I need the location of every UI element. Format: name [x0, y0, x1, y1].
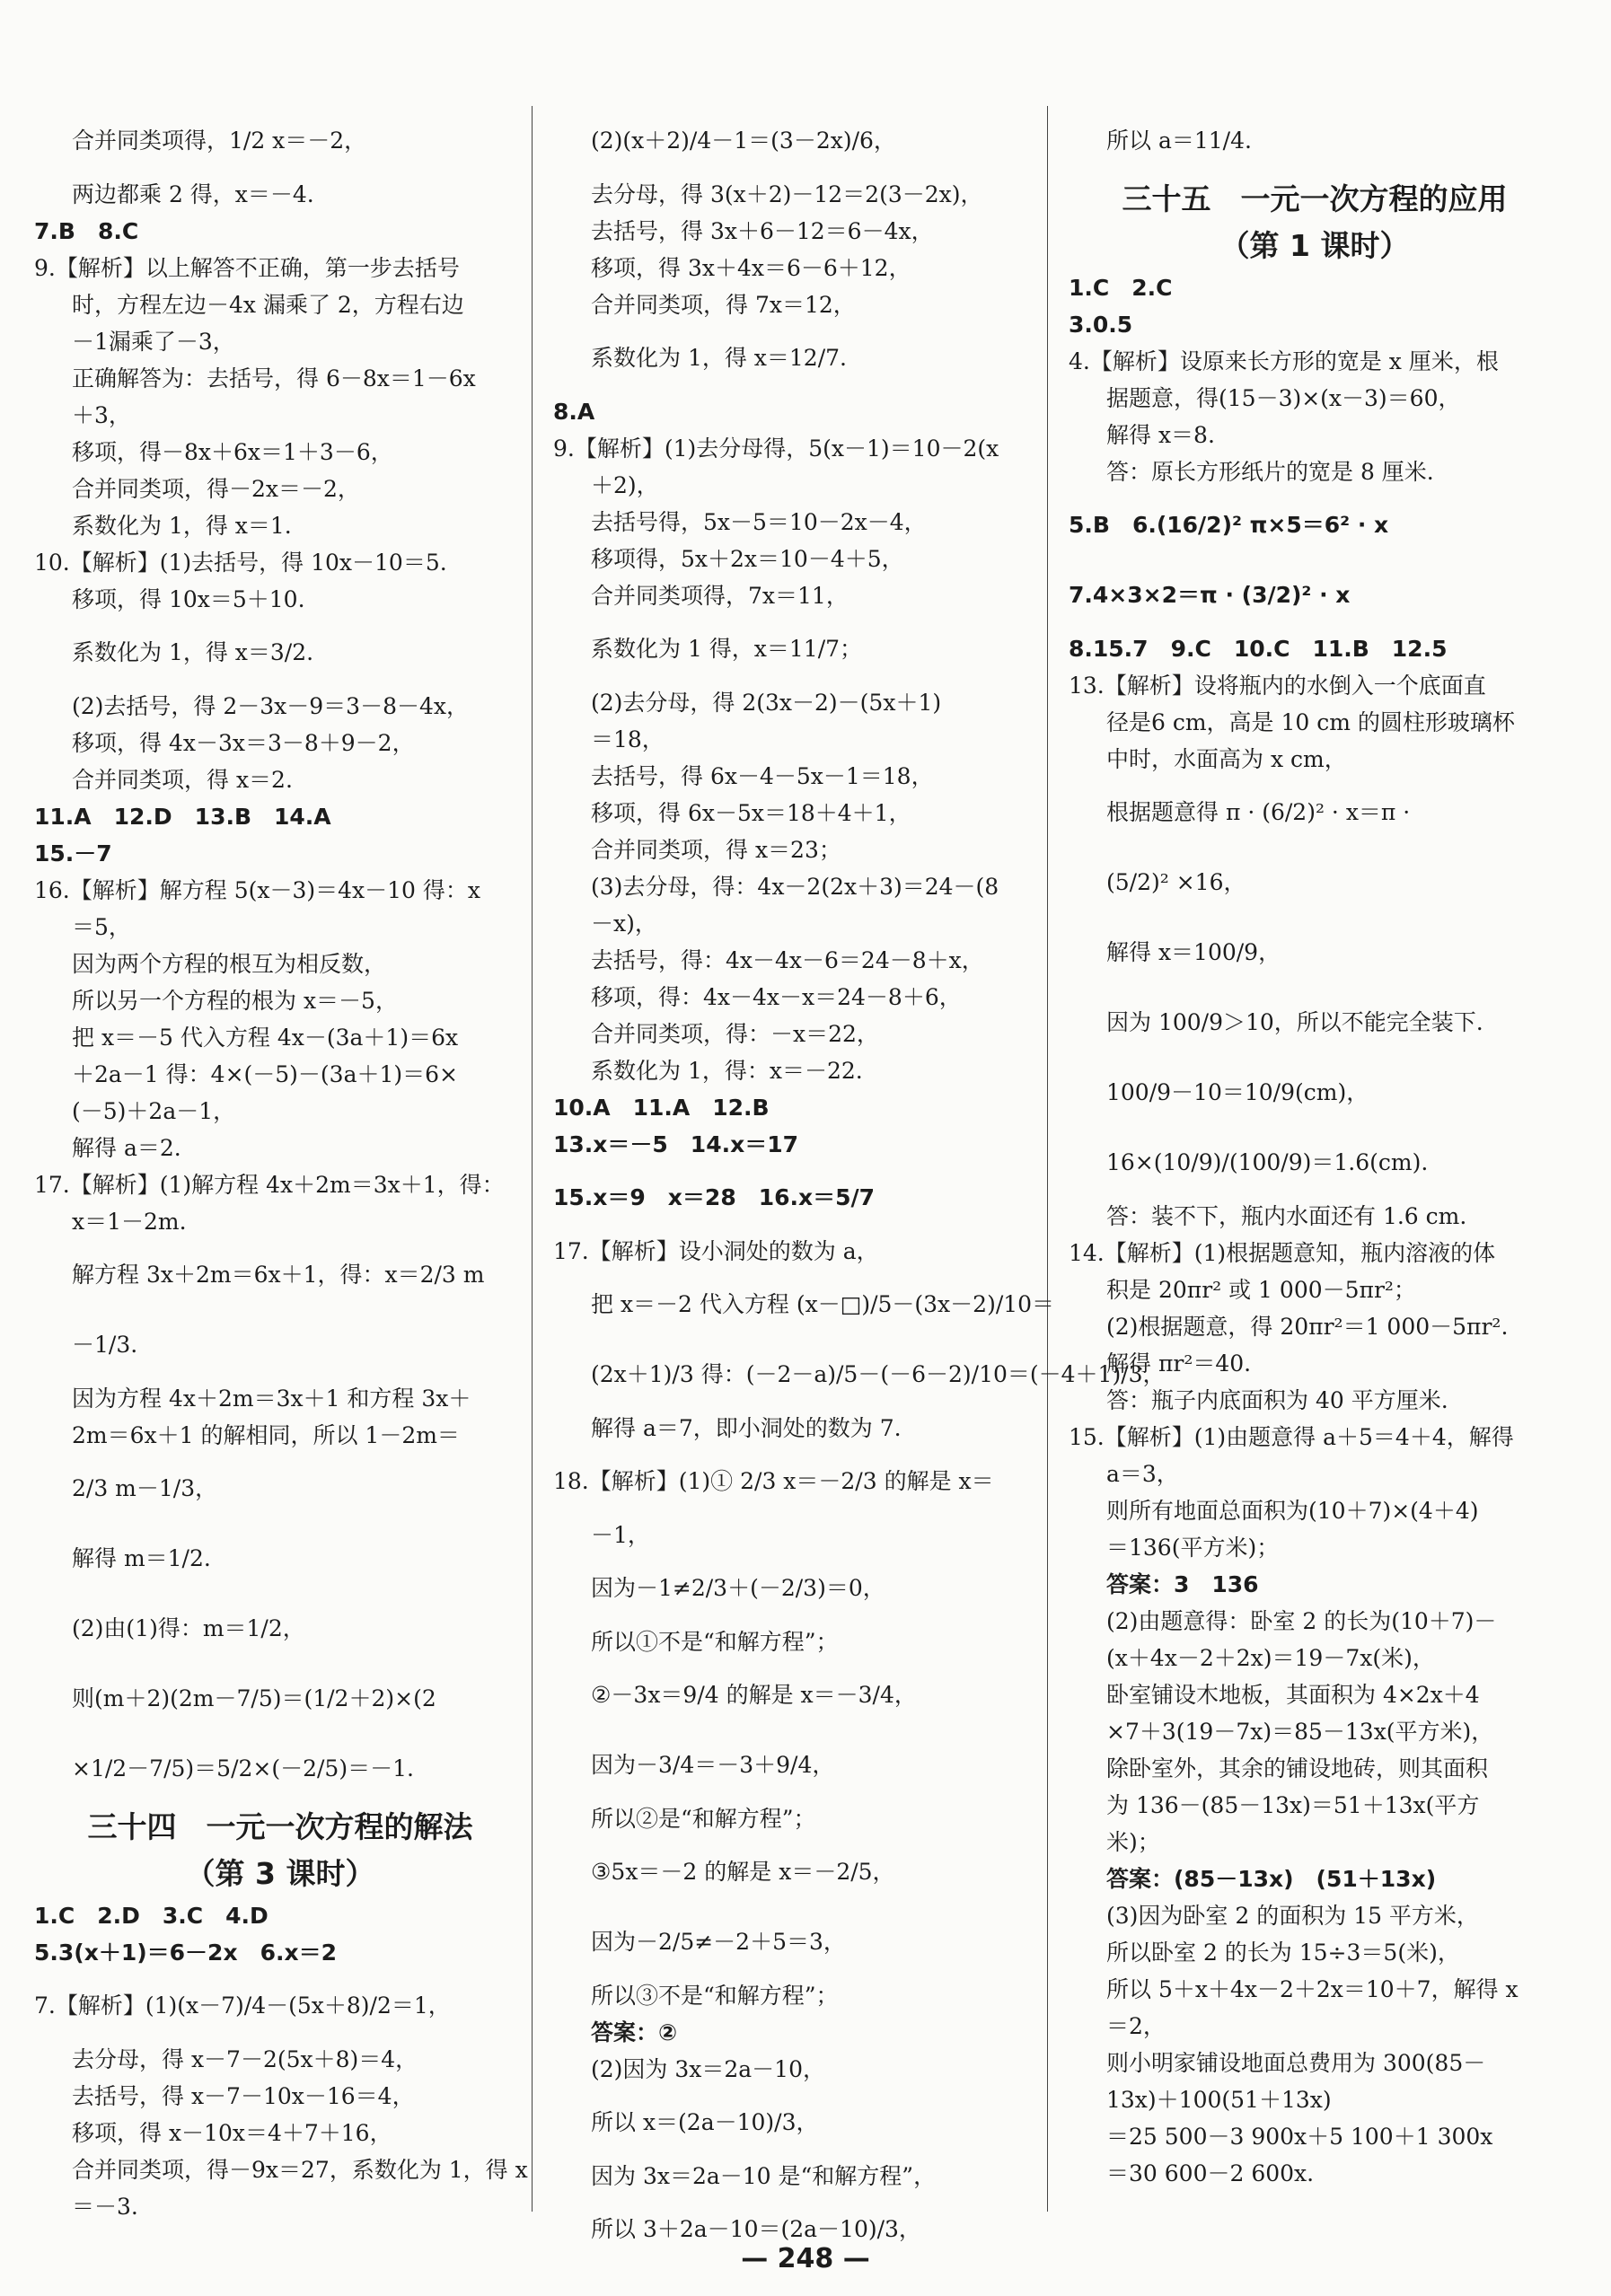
text-line: 因为方程 4x＋2m＝3x＋1 和方程 3x＋ — [72, 1386, 471, 1412]
text-line: 解得 m＝1/2. — [72, 1545, 211, 1571]
text-line: 把 x＝－5 代入方程 4x－(3a＋1)＝6x — [72, 1025, 459, 1051]
text-line: ③5x＝－2 的解是 x＝－2/5， — [591, 1859, 895, 1885]
text-line: 两边都乘 2 得，x＝－4. — [72, 181, 314, 207]
text-line: ＝2， — [1106, 2013, 1166, 2039]
text-line: (2x＋1)/3 得：(－2－a)/5－(－6－2)/10＝(－4＋1)/3， — [591, 1361, 1166, 1387]
section-heading: 三十四 一元一次方程的解法 — [87, 1809, 473, 1844]
text-line: 移项，得 4x－3x＝3－8＋9－2， — [72, 730, 415, 756]
text-line: 7.B 8.C — [34, 218, 139, 244]
text-line: ×7＋3(19－7x)＝85－13x(平方米)， — [1106, 1719, 1494, 1745]
text-line: 径是6 cm，高是 10 cm 的圆柱形玻璃杯 — [1106, 709, 1515, 735]
text-line: 4.【解析】设原来长方形的宽是 x 厘米，根 — [1069, 348, 1499, 374]
text-line: ＋2)， — [591, 472, 659, 498]
text-line: 合并同类项，得：－x＝22， — [591, 1021, 879, 1047]
text-line: 据题意，得(15－3)×(x－3)＝60， — [1106, 385, 1461, 411]
text-line: 15.x＝9 x＝28 16.x＝5/7 — [553, 1184, 876, 1210]
text-line: 13.【解析】设将瓶内的水倒入一个底面直 — [1069, 673, 1486, 699]
text-line: －x)， — [591, 910, 657, 937]
text-line: 5.3(x＋1)＝6－2x 6.x＝2 — [34, 1940, 337, 1966]
text-line: (2)由(1)得：m＝1/2， — [72, 1615, 305, 1641]
section-heading: （第 1 课时） — [1219, 228, 1410, 263]
text-line: 3.0.5 — [1069, 312, 1133, 338]
text-line: (3)因为卧室 2 的面积为 15 平方米， — [1106, 1903, 1479, 1929]
text-line: 7.【解析】(1)(x－7)/4－(5x＋8)/2＝1， — [34, 1993, 451, 2019]
text-line: 解得 a＝2. — [72, 1135, 181, 1161]
text-line: 解得 a＝7，即小洞处的数为 7. — [591, 1415, 902, 1441]
text-line: 系数化为 1 得，x＝11/7； — [591, 636, 863, 662]
text-line: x＝1－2m. — [72, 1209, 187, 1235]
text-line: (2)根据题意，得 20πr²＝1 000－5πr². — [1106, 1314, 1509, 1340]
text-line: 17.【解析】设小洞处的数为 a， — [553, 1238, 879, 1264]
text-line: 解得 x＝100/9， — [1106, 939, 1281, 965]
text-line: 除卧室外，其余的铺设地砖，则其面积 — [1106, 1755, 1489, 1781]
text-line: 系数化为 1，得 x＝1. — [72, 513, 292, 539]
text-line: 2m＝6x＋1 的解相同，所以 1－2m＝ — [72, 1422, 460, 1448]
text-line: (－5)＋2a－1， — [72, 1098, 236, 1124]
text-line: 5.B 6.(16/2)² π×5＝6² · x — [1069, 512, 1389, 538]
text-line: 8.A — [553, 399, 595, 425]
page-number: — 248 — — [741, 2243, 870, 2274]
text-line: 去括号，得 x－7－10x－16＝4， — [72, 2083, 415, 2109]
text-line: ＝－3. — [72, 2194, 138, 2220]
text-line: 合并同类项，得 7x＝12， — [591, 292, 856, 318]
text-line: 16×(10/9)/(100/9)＝1.6(cm). — [1106, 1149, 1429, 1175]
text-line: 则小明家铺设地面总费用为 300(85－ — [1106, 2050, 1486, 2076]
text-line: 解得 πr²＝40. — [1106, 1350, 1252, 1377]
text-line: ×1/2－7/5)＝5/2×(－2/5)＝－1. — [72, 1755, 414, 1781]
text-line: 去括号，得 3x＋6－12＝6－4x， — [591, 218, 934, 244]
text-line: 15.－7 — [34, 840, 112, 866]
text-line: 解得 x＝8. — [1106, 422, 1215, 448]
text-line: 10.【解析】(1)去括号，得 10x－10＝5. — [34, 550, 447, 576]
text-line: 1.C 2.D 3.C 4.D — [34, 1903, 268, 1929]
column-right — [1069, 106, 1561, 2192]
text-line: 去括号，得：4x－4x－6＝24－8＋x， — [591, 947, 984, 973]
text-line: 10.A 11.A 12.B — [553, 1095, 770, 1121]
text-line: 为 136－(85－13x)＝51＋13x(平方 — [1106, 1792, 1480, 1818]
text-line: 合并同类项，得－2x＝－2， — [72, 476, 360, 502]
text-line: 系数化为 1，得 x＝3/2. — [72, 639, 314, 665]
text-line: －1/3. — [72, 1332, 138, 1358]
text-line: 15.【解析】(1)由题意得 a＋5＝4＋4，解得 — [1069, 1424, 1514, 1450]
text-line: 所以③不是“和解方程”； — [591, 1983, 839, 2009]
text-line: 1.C 2.C — [1069, 275, 1173, 301]
text-line: －1漏乘了－3， — [72, 329, 235, 355]
text-line: 答：装不下，瓶内水面还有 1.6 cm. — [1106, 1203, 1467, 1229]
text-line: 因为－1≠2/3＋(－2/3)＝0， — [591, 1575, 885, 1601]
text-line: 因为－3/4＝－3＋9/4， — [591, 1752, 835, 1778]
text-line: 100/9－10＝10/9(cm)， — [1106, 1079, 1369, 1105]
text-line: 所以 3＋2a－10＝(2a－10)/3， — [591, 2216, 921, 2242]
text-line: 答：原长方形纸片的宽是 8 厘米. — [1106, 459, 1434, 485]
text-line: 中时，水面高为 x cm， — [1106, 746, 1347, 772]
text-line: (5/2)² ×16， — [1106, 869, 1246, 895]
text-line: 移项，得 3x＋4x＝6－6＋12， — [591, 255, 911, 281]
text-line: 所以另一个方程的根为 x＝－5， — [72, 988, 398, 1014]
section-heading: 三十五 一元一次方程的应用 — [1122, 181, 1508, 216]
text-line: 14.【解析】(1)根据题意知，瓶内溶液的体 — [1069, 1240, 1496, 1266]
text-line: 16.【解析】解方程 5(x－3)＝4x－10 得：x — [34, 877, 480, 903]
text-line: 答案：(85－13x) (51＋13x) — [1106, 1866, 1437, 1892]
text-line: 因为 100/9＞10，所以不能完全装下. — [1106, 1009, 1483, 1035]
column-divider-1 — [532, 106, 533, 2212]
text-line: 移项，得 x－10x＝4＋7＋16， — [72, 2120, 392, 2146]
text-line: 因为两个方程的根互为相反数， — [72, 951, 387, 977]
text-line: 根据题意得 π · (6/2)² · x＝π · — [1106, 799, 1411, 825]
text-line: 所以 5＋x＋4x－2＋2x＝10＋7，解得 x — [1106, 1976, 1519, 2002]
text-line: (3)去分母，得：4x－2(2x＋3)＝24－(8 — [591, 874, 999, 900]
text-line: 系数化为 1，得 x＝12/7. — [591, 345, 847, 371]
text-line: 积是 20πr² 或 1 000－5πr²； — [1106, 1277, 1416, 1303]
text-line: 则(m＋2)(2m－7/5)＝(1/2＋2)×(2 — [72, 1685, 436, 1711]
text-line: 去分母，得 x－7－2(5x＋8)＝4， — [72, 2046, 418, 2072]
column-left — [34, 106, 526, 2225]
text-line: 把 x＝－2 代入方程 (x－□)/5－(3x－2)/10＝ — [591, 1291, 1055, 1317]
text-line: 答：瓶子内底面积为 40 平方厘米. — [1106, 1387, 1448, 1413]
section-heading: （第 3 课时） — [185, 1856, 375, 1891]
text-line: 移项，得 10x＝5＋10. — [72, 586, 305, 612]
text-line: 米)； — [1106, 1829, 1160, 1855]
text-line: 13.x＝－5 14.x＝17 — [553, 1131, 799, 1157]
text-line: ＋2a－1 得：4×(－5)－(3a＋1)＝6× — [72, 1061, 459, 1087]
text-line: 解方程 3x＋2m＝6x＋1，得：x＝2/3 m — [72, 1262, 485, 1288]
text-line: ＝30 600－2 600x. — [1106, 2160, 1315, 2186]
text-line: 2/3 m－1/3， — [72, 1475, 218, 1501]
text-line: 则所有地面总面积为(10＋7)×(4＋4) — [1106, 1498, 1479, 1524]
text-line: 7.4×3×2＝π · (3/2)² · x — [1069, 582, 1351, 608]
text-line: 合并同类项得，1/2 x＝－2， — [72, 128, 367, 154]
text-line: ＝18， — [591, 726, 665, 752]
text-line: 卧室铺设木地板，其面积为 4×2x＋4 — [1106, 1682, 1480, 1708]
text-line: 因为－2/5≠－2＋5＝3， — [591, 1929, 846, 1955]
text-line: 因为 3x＝2a－10 是“和解方程”， — [591, 2163, 937, 2189]
text-line: a＝3， — [1106, 1461, 1179, 1487]
text-line: 11.A 12.D 13.B 14.A — [34, 804, 331, 830]
text-line: (2)(x＋2)/4－1＝(3－2x)/6， — [591, 128, 896, 154]
text-line: 去括号，得 6x－4－5x－1＝18， — [591, 763, 934, 789]
text-line: (2)去分母，得 2(3x－2)－(5x＋1) — [591, 690, 942, 716]
text-line: 合并同类项，得－9x＝27，系数化为 1，得 x — [72, 2157, 528, 2183]
text-line: 合并同类项，得 x＝2. — [72, 767, 293, 793]
text-line: (2)因为 3x＝2a－10， — [591, 2056, 825, 2082]
text-line: 9.【解析】(1)去分母得，5(x－1)＝10－2(x — [553, 435, 999, 462]
text-line: (2)由题意得：卧室 2 的长为(10＋7)－ — [1106, 1608, 1497, 1634]
text-line: (2)去括号，得 2－3x－9＝3－8－4x， — [72, 693, 469, 719]
text-line: 所以 x＝(2a－10)/3， — [591, 2109, 819, 2135]
text-line: 移项，得－8x＋6x＝1＋3－6， — [72, 439, 393, 465]
text-line: 时，方程左边－4x 漏乘了 2，方程右边 — [72, 292, 464, 318]
text-line: 答案：3 136 — [1106, 1571, 1259, 1597]
text-line: 18.【解析】(1)① 2/3 x＝－2/3 的解是 x＝ — [553, 1468, 994, 1494]
text-line: 所以 a＝11/4. — [1106, 128, 1252, 154]
text-line: 13x)＋100(51＋13x) — [1106, 2087, 1332, 2113]
column-divider-2 — [1047, 106, 1048, 2212]
text-line: 移项得，5x＋2x＝10－4＋5， — [591, 546, 904, 572]
text-line: 移项，得 6x－5x＝18＋4＋1， — [591, 800, 911, 826]
text-line: 去括号得，5x－5＝10－2x－4， — [591, 509, 927, 535]
text-line: 移项，得：4x－4x－x＝24－8＋6， — [591, 984, 962, 1010]
text-line: 去分母，得 3(x＋2)－12＝2(3－2x)， — [591, 181, 983, 207]
text-line: ＋3， — [72, 402, 131, 428]
text-line: 8.15.7 9.C 10.C 11.B 12.5 — [1069, 636, 1448, 662]
text-line: 所以卧室 2 的长为 15÷3＝5(米)， — [1106, 1940, 1460, 1966]
text-line: ②－3x＝9/4 的解是 x＝－3/4， — [591, 1682, 917, 1708]
text-line: 系数化为 1，得：x＝－22. — [591, 1058, 863, 1084]
text-line: ＝5， — [72, 914, 131, 940]
text-line: 正确解答为：去括号，得 6－8x＝1－6x — [72, 365, 476, 391]
text-line: 合并同类项，得 x＝23； — [591, 837, 841, 863]
text-line: 9.【解析】以上解答不正确，第一步去括号 — [34, 255, 460, 281]
text-line: 合并同类项得，7x＝11， — [591, 583, 849, 609]
text-line: 所以①不是“和解方程”； — [591, 1629, 839, 1655]
text-line: ＝136(平方米)； — [1106, 1535, 1280, 1561]
text-line: 17.【解析】(1)解方程 4x＋2m＝3x＋1，得： — [34, 1172, 505, 1198]
text-line: －1， — [591, 1522, 650, 1548]
text-line: 答案：② — [591, 2019, 678, 2045]
text-line: 所以②是“和解方程”； — [591, 1806, 816, 1832]
text-line: (x＋4x－2＋2x)＝19－7x(米)， — [1106, 1645, 1435, 1671]
text-line: ＝25 500－3 900x＋5 100＋1 300x — [1106, 2124, 1493, 2150]
